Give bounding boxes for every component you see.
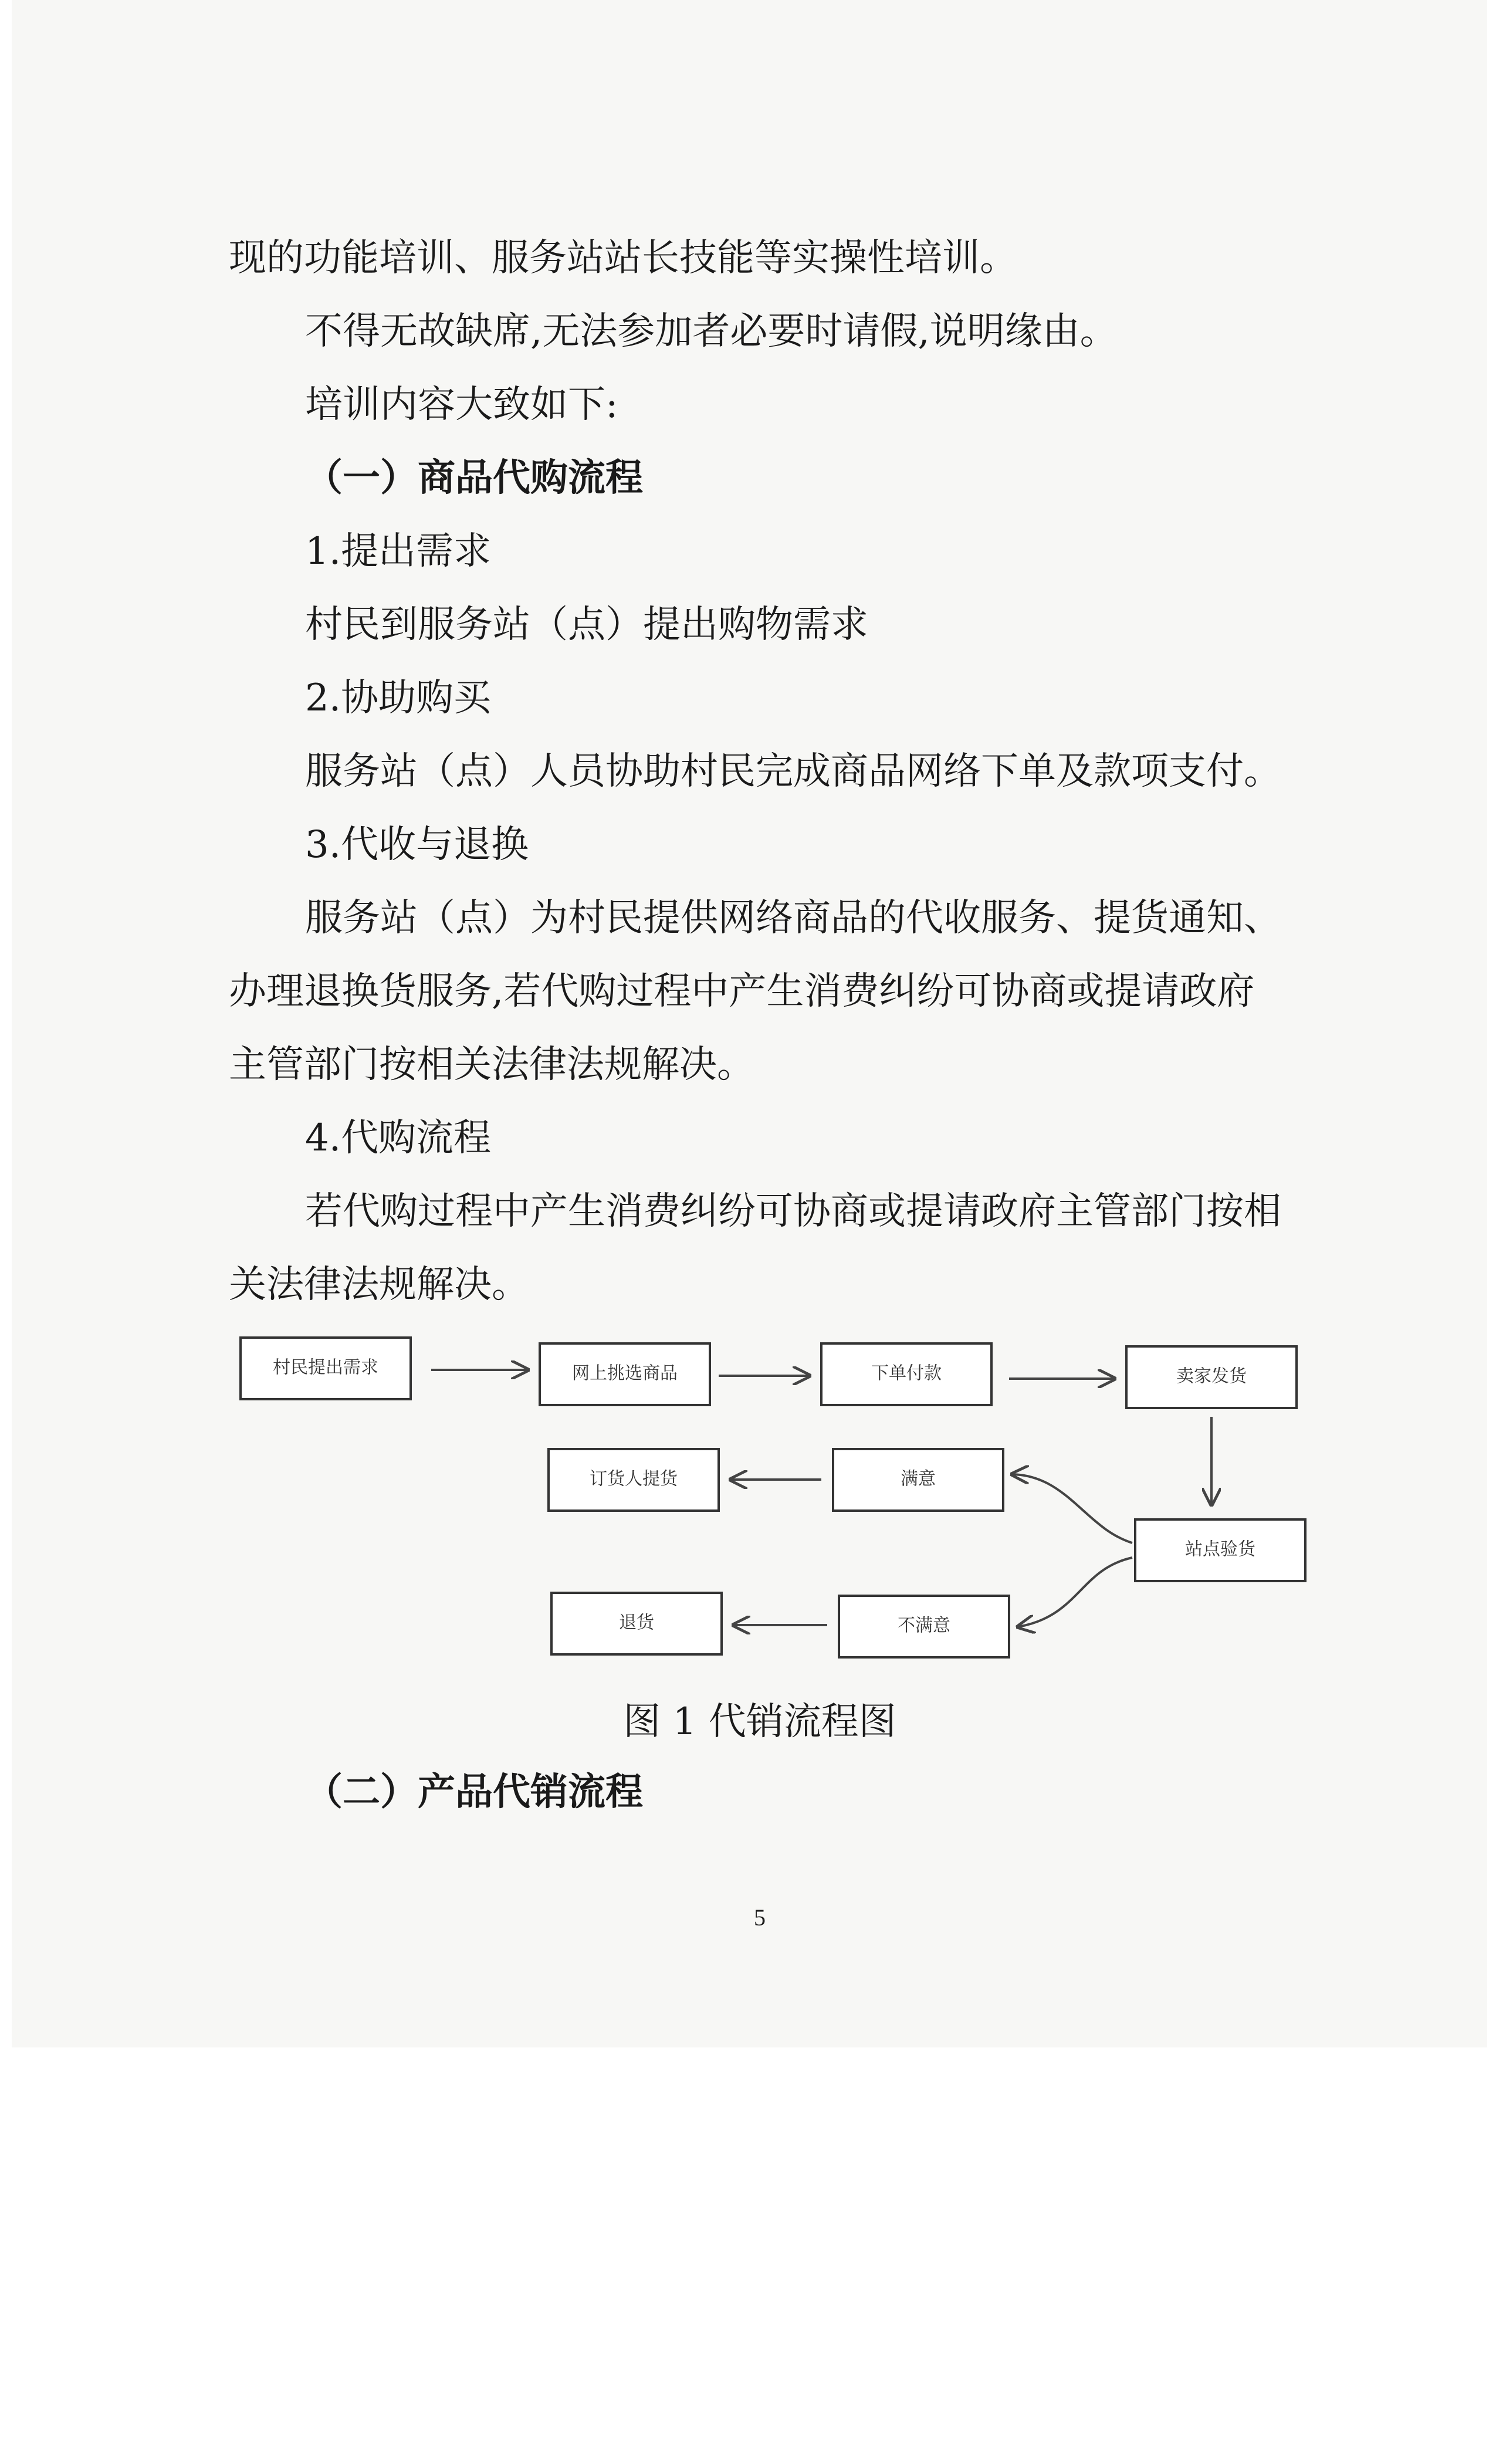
paragraph-line: 服务站（点）为村民提供网络商品的代收服务、提货通知、 <box>305 896 1281 940</box>
node-satisfied <box>833 1449 1003 1511</box>
arrow-inspect-satisfied <box>1012 1474 1132 1543</box>
node-satisfied-label: 满意 <box>901 1468 936 1490</box>
node-browse-label: 网上挑选商品 <box>572 1363 678 1384</box>
node-order-label: 下单付款 <box>871 1363 942 1384</box>
paragraph-line: 培训内容大致如下: <box>305 383 618 427</box>
paragraph-line: 关法律法规解决。 <box>229 1263 529 1307</box>
paragraph-line: 服务站（点）人员协助村民完成商品网络下单及款项支付。 <box>305 750 1281 793</box>
node-request-label: 村民提出需求 <box>273 1357 378 1378</box>
subsection-heading: 2.协助购买 <box>305 676 492 720</box>
node-ship <box>1126 1346 1297 1408</box>
figure-caption: 图 1 代销流程图 <box>623 1700 896 1744</box>
paragraph-line: 不得无故缺席,无法参加者必要时请假,说明缘由。 <box>305 310 1118 353</box>
paragraph-line: 办理退换货服务,若代购过程中产生消费纠纷可协商或提请政府 <box>229 970 1255 1013</box>
node-ship-label: 卖家发货 <box>1176 1366 1247 1387</box>
node-unsatisfied-label: 不满意 <box>898 1615 950 1636</box>
node-return-label: 退货 <box>619 1612 654 1633</box>
subsection-heading: 3.代收与退换 <box>305 823 529 867</box>
paragraph-line: 村民到服务站（点）提出购物需求 <box>305 603 868 647</box>
node-unsatisfied <box>839 1596 1009 1657</box>
node-request <box>241 1338 411 1399</box>
flowchart <box>229 1323 1320 1663</box>
section-heading: （一）商品代购流程 <box>305 456 643 500</box>
node-order <box>821 1343 991 1405</box>
subsection-heading: 4.代购流程 <box>305 1116 492 1160</box>
node-pickup-label: 订货人提货 <box>590 1468 678 1490</box>
paragraph-line: 现的功能培训、服务站站长技能等实操性培训。 <box>229 236 1017 280</box>
paragraph-line: 若代购过程中产生消费纠纷可协商或提请政府主管部门按相 <box>305 1190 1281 1233</box>
subsection-heading: 1.提出需求 <box>305 530 492 573</box>
node-inspect <box>1135 1519 1305 1581</box>
node-inspect-label: 站点验货 <box>1185 1539 1255 1560</box>
section-heading: （二）产品代销流程 <box>305 1771 643 1814</box>
paragraph-line: 主管部门按相关法律法规解决。 <box>229 1043 754 1087</box>
node-return <box>551 1593 722 1654</box>
page-number: 5 <box>754 1904 766 1931</box>
document-page <box>12 0 1487 2047</box>
arrow-inspect-unsatisfied <box>1018 1558 1132 1627</box>
node-browse <box>540 1343 710 1405</box>
node-pickup <box>549 1449 719 1511</box>
